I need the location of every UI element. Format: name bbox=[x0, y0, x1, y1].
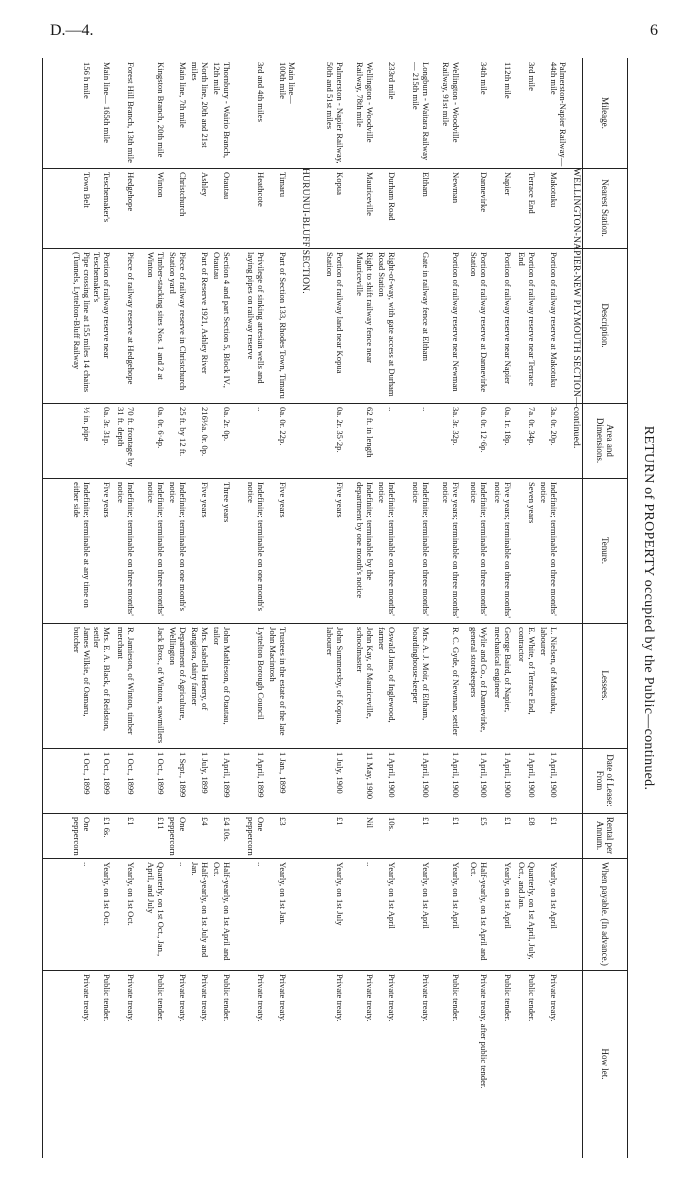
table-cell-tenure: Indefinite; terminable on three months' notice bbox=[146, 482, 166, 616]
table-cell-area: 70 ft. frontage by 31 ft. depth bbox=[116, 407, 136, 467]
table-cell-mileage: Wellington - Woodville Railway, 78th mile bbox=[355, 62, 375, 143]
table-cell-tenure: Indefinite; terminable on three months' notice bbox=[377, 482, 397, 616]
table-cell-area: 0a. 0r. 6·4p. bbox=[156, 407, 166, 449]
column-header-description: Description. bbox=[582, 248, 627, 403]
table-cell-lessee: John Mathieson, of Otautau, tailor bbox=[212, 627, 232, 725]
table-cell-lease-date: 1 April, 1900 bbox=[421, 752, 431, 798]
table-cell-tenure: Indefinite; terminable on one month's notice bbox=[168, 482, 188, 611]
table-cell-rental: £1 bbox=[421, 817, 431, 826]
table-cell-how-let: Private treaty, after public tender. bbox=[479, 974, 489, 1089]
table-cell-mileage: 100th mile bbox=[278, 62, 288, 99]
table-cell-lessee: Jack Bros., of Winton, sawmillers bbox=[156, 627, 166, 744]
table-cell-mileage: 112th mile bbox=[503, 62, 513, 99]
table-cell-mileage: Longburn - Waitara Railway— 215th mile bbox=[411, 62, 431, 161]
table-cell-how-let: Private treaty. bbox=[387, 974, 397, 1022]
property-table bbox=[42, 58, 628, 1158]
table-cell-mileage: 34th mile bbox=[479, 62, 489, 95]
table-cell-lessee: James Wilkie, of Oamaru, butcher bbox=[72, 627, 92, 717]
table-cell-mileage: Main line— 165th mile bbox=[102, 62, 112, 143]
table-cell-lease-date: 1 Oct., 1899 bbox=[156, 752, 166, 795]
table-cell-lessee: Mrs. E. A. Black, of Reidston, settler bbox=[92, 627, 112, 732]
table-cell-mileage: 156 h mile bbox=[82, 62, 92, 99]
table-cell-when-payable: .. bbox=[256, 862, 266, 867]
table-cell-nearest-station: Heathcote bbox=[256, 172, 266, 207]
table-cell-when-payable: Yearly, on 1st April bbox=[503, 862, 513, 929]
table-cell-rental: 10s. bbox=[387, 817, 397, 832]
table-cell-description: Portion of railway reserve at Makotuku bbox=[549, 252, 559, 388]
table-cell-area: .. bbox=[421, 407, 431, 412]
table-cell-area: 0a. 1r. 18p. bbox=[503, 407, 513, 446]
table-cell-how-let: Private treaty. bbox=[421, 974, 431, 1022]
section-group-label: Main line— bbox=[287, 62, 297, 104]
table-cell-nearest-station: Town Belt bbox=[82, 172, 92, 208]
table-cell-description: Section 4 and part Section 5, Block IV., Otautau bbox=[212, 252, 232, 388]
table-cell-rental: One peppercorn bbox=[246, 817, 266, 856]
table-cell-lease-date: 1 Sept., 1899 bbox=[178, 752, 188, 798]
table-cell-when-payable: Yearly, on 1st April bbox=[421, 862, 431, 929]
table-cell-tenure: Indefinite; terminable on three months' notice bbox=[539, 482, 559, 616]
table-cell-rental: One peppercorn bbox=[72, 817, 92, 856]
table-cell-lessee: Wylie and Co., of Dannevirke, general storekeepers bbox=[469, 627, 489, 733]
table-cell-how-let: Public tender. bbox=[527, 974, 537, 1022]
table-cell-lessee: Mrs. Isabella Henery, of Rangiora, dairy farmer bbox=[190, 627, 210, 711]
table-cell-lease-date: 1 April, 1900 bbox=[387, 752, 397, 798]
table-cell-description: Pipe crossing line at 155 miles 14 chains (Tunnels, Lyttelton-Bluff Railway bbox=[72, 252, 92, 393]
table-cell-when-payable: .. bbox=[178, 862, 188, 867]
document-reference: D.—4. bbox=[50, 22, 94, 39]
rotated-page-content bbox=[30, 58, 660, 1158]
table-cell-tenure: Indefinite; terminable by the department by one month's notice bbox=[355, 482, 375, 599]
table-cell-area: 3a. 0r. 20p. bbox=[549, 407, 559, 446]
table-cell-lessee: Lyttelton Borough Council bbox=[256, 627, 266, 720]
table-cell-tenure: Five years bbox=[102, 482, 112, 518]
table-cell-how-let: Private treaty. bbox=[278, 974, 288, 1022]
table-cell-lessee: Mrs. A. J. Moir, of Eltham, boardinghouse-keeper bbox=[411, 627, 431, 721]
table-cell-mileage: Palmerston - Napier Railway, 50th and 51st miles bbox=[325, 62, 345, 164]
column-rule bbox=[43, 813, 627, 814]
table-cell-when-payable: .. bbox=[82, 862, 92, 867]
section-heading: HURUNUI-BLUFF SECTION. bbox=[300, 168, 310, 294]
table-cell-mileage: Kingston Branch, 20th mile bbox=[156, 62, 166, 158]
table-cell-lessee: George Baird, of Napier, mechanical engineer bbox=[493, 627, 513, 713]
table-cell-how-let: Private treaty. bbox=[200, 974, 210, 1022]
table-cell-how-let: Private treaty. bbox=[335, 974, 345, 1022]
table-cell-lease-date: 1 April, 1900 bbox=[549, 752, 559, 798]
column-rule bbox=[43, 168, 627, 169]
table-cell-description: Right-of-way, with gate access at Durham Road Station bbox=[377, 252, 397, 397]
table-cell-when-payable: Yearly, on 1st Oct. bbox=[126, 862, 136, 926]
table-cell-tenure: Five years bbox=[200, 482, 210, 518]
table-cell-lessee: Trustees in the estate of the late John Macintosh bbox=[268, 627, 288, 736]
table-cell-area: 0a. 0r. 22p. bbox=[278, 407, 288, 446]
table-cell-lease-date: 1 April, 1900 bbox=[503, 752, 513, 798]
table-cell-when-payable: Quarterly, on 1st Oct., Jan., April, and July bbox=[146, 862, 166, 957]
table-cell-how-let: Public tender. bbox=[222, 974, 232, 1022]
column-header-when-payable: When payable. (In advance.) bbox=[582, 858, 627, 970]
table-cell-when-payable: Half-yearly, on 1st July and Jan. bbox=[190, 862, 210, 958]
table-cell-when-payable: Yearly, on 1st Oct. bbox=[102, 862, 112, 926]
table-cell-how-let: Private treaty. bbox=[365, 974, 375, 1022]
table-cell-tenure: Five years bbox=[335, 482, 345, 518]
column-header-lease-date: Date of Lease: From bbox=[582, 748, 627, 813]
table-cell-description: Portion of railway reserve near Napier bbox=[503, 252, 513, 384]
table-cell-area: 216½a. 0r. 0p. bbox=[200, 407, 210, 457]
table-cell-nearest-station: Dannevirke bbox=[479, 172, 489, 213]
table-cell-area: ½ in. pipe bbox=[82, 407, 92, 442]
table-cell-tenure: Seven years bbox=[527, 482, 537, 524]
table-cell-how-let: Private treaty. bbox=[82, 974, 92, 1022]
table-cell-rental: Nil bbox=[365, 817, 375, 828]
table-cell-nearest-station: Kopua bbox=[335, 172, 345, 195]
table-cell-nearest-station: Hedgehope bbox=[126, 172, 136, 212]
table-cell-area: .. bbox=[387, 407, 397, 412]
column-header-nearest-station: Nearest Station. bbox=[582, 168, 627, 248]
table-cell-mileage: Main line, 7th mile bbox=[178, 62, 188, 128]
table-cell-how-let: Public tender. bbox=[503, 974, 513, 1022]
table-cell-rental: £1 bbox=[503, 817, 513, 826]
table-cell-tenure: Three years bbox=[222, 482, 232, 523]
table-cell-mileage: Thornbury - Wairio Branch, 12th mile bbox=[212, 62, 232, 159]
table-cell-how-let: Public tender. bbox=[156, 974, 166, 1022]
table-cell-nearest-station: Ashley bbox=[200, 172, 210, 197]
table-cell-when-payable: Half-yearly, on 1st April and Oct. bbox=[469, 862, 489, 961]
table-cell-lessee: R. Jamieson, of Winton, timber merchant bbox=[116, 627, 136, 735]
table-cell-area: 25 ft. by 12 ft. bbox=[178, 407, 188, 457]
table-cell-area: 0a. 3r. 31p. bbox=[102, 407, 112, 446]
section-group-label: Palmerston-Napier Railway— bbox=[558, 62, 568, 167]
table-cell-area: 7a. 0r. 34p. bbox=[527, 407, 537, 446]
table-cell-description: Gate in railway fence at Eltham bbox=[421, 252, 431, 362]
table-cell-when-payable: Yearly, on 1st April bbox=[549, 862, 559, 929]
table-cell-area: 3a. 3r. 32p. bbox=[451, 407, 461, 446]
table-cell-lease-date: 1 Oct., 1899 bbox=[82, 752, 92, 795]
table-cell-description: Portion of railway reserve at Dannevirke Station bbox=[469, 252, 489, 393]
table-cell-lease-date: 11 May, 1900 bbox=[365, 752, 375, 800]
table-cell-nearest-station: Eltham bbox=[421, 172, 431, 197]
table-cell-lease-date: 1 April, 1900 bbox=[479, 752, 489, 798]
column-header-how-let: How let. bbox=[582, 970, 627, 1158]
table-cell-lease-date: 1 Oct., 1899 bbox=[126, 752, 136, 795]
column-header-mileage: Mileage. bbox=[582, 58, 627, 168]
column-rule bbox=[43, 858, 627, 859]
table-cell-nearest-station: Christchurch bbox=[178, 172, 188, 217]
table-cell-when-payable: Yearly, on 1st Jan. bbox=[278, 862, 288, 925]
table-cell-how-let: Public tender. bbox=[451, 974, 461, 1022]
table-cell-mileage: 3rd mile bbox=[527, 62, 537, 91]
table-cell-rental: £5 bbox=[479, 817, 489, 826]
table-cell-lessee: L. Nielsen, of Makotuku, labourer bbox=[539, 627, 559, 714]
column-rule bbox=[43, 970, 627, 971]
table-cell-nearest-station: Timaru bbox=[278, 172, 288, 197]
table-cell-when-payable: Half-yearly, on 1st April and Oct. bbox=[212, 862, 232, 961]
table-cell-how-let: Private treaty. bbox=[549, 974, 559, 1022]
table-cell-lease-date: 1 April, 1900 bbox=[451, 752, 461, 798]
table-cell-when-payable: Yearly, on 1st April bbox=[451, 862, 461, 929]
table-cell-tenure: Five years; terminable on three months' notice bbox=[493, 482, 513, 618]
table-cell-nearest-station: Mauriceville bbox=[365, 172, 375, 216]
table-cell-tenure: Indefinite; terminable at any time on either side bbox=[72, 482, 92, 608]
table-cell-area: 62 ft. in length bbox=[365, 407, 375, 458]
table-cell-lease-date: 1 April, 1900 bbox=[527, 752, 537, 798]
table-cell-lessee: John Summersby, of Kopua, labourer bbox=[325, 627, 345, 725]
table-cell-when-payable: Yearly, on 1st July bbox=[335, 862, 345, 926]
table-cell-nearest-station: Makotuku bbox=[549, 172, 559, 208]
column-rule bbox=[43, 623, 627, 624]
table-cell-mileage: Wellington - Woodville Railway, 91st mile bbox=[441, 62, 461, 143]
column-header-rental: Rental per Annum. bbox=[582, 813, 627, 858]
table-cell-how-let: Private treaty. bbox=[178, 974, 188, 1022]
table-cell-tenure: Indefinite; terminable on one month's notice bbox=[246, 482, 266, 611]
table-cell-tenure: Five years; terminable on three months' notice bbox=[441, 482, 461, 618]
table-cell-rental: £1 bbox=[335, 817, 345, 826]
table-cell-nearest-station: Newman bbox=[451, 172, 461, 204]
table-cell-when-payable: Yearly, on 1st April bbox=[387, 862, 397, 929]
section-heading: WELLINGTON-NAPIER-NEW PLYMOUTH SECTION—continued. bbox=[571, 168, 581, 449]
table-cell-description: Piece of railway reserve in Christchurch Station yard bbox=[168, 252, 188, 391]
column-rule bbox=[43, 403, 627, 404]
page-number: 6 bbox=[650, 22, 658, 39]
table-cell-nearest-station: Teschemaker's bbox=[102, 172, 112, 223]
column-header-area: Area and Dimensions. bbox=[582, 403, 627, 478]
table-cell-mileage: 44th mile bbox=[549, 62, 559, 95]
table-cell-lessee: E. White, of Terrace End, contractor bbox=[517, 627, 537, 715]
table-cell-lease-date: 1 Oct., 1899 bbox=[102, 752, 112, 795]
table-cell-nearest-station: Winton bbox=[156, 172, 166, 198]
table-cell-rental: £1 bbox=[126, 817, 136, 826]
table-cell-nearest-station: Napier bbox=[503, 172, 513, 196]
table-cell-rental: £4 10s. bbox=[222, 817, 232, 842]
table-cell-lease-date: 1 April, 1899 bbox=[222, 752, 232, 798]
table-cell-when-payable: .. bbox=[365, 862, 375, 867]
table-cell-description: Part of Reserve 1921, Ashley River bbox=[200, 252, 210, 374]
table-cell-rental: £1 6s. bbox=[102, 817, 112, 838]
table-cell-rental: £3 bbox=[278, 817, 288, 826]
table-cell-rental: £1 bbox=[549, 817, 559, 826]
table-cell-area: 0a. 0r. 12·6p. bbox=[479, 407, 489, 453]
table-cell-lessee: R. C. Gyde, of Newman, settler bbox=[451, 627, 461, 736]
table-cell-description: Privilege of sinking artesian wells and laying pipes on railway reserve bbox=[246, 252, 266, 384]
table-cell-mileage: North line, 20th and 21st miles bbox=[190, 62, 210, 148]
column-rule bbox=[43, 748, 627, 749]
column-header-tenure: Tenure. bbox=[582, 478, 627, 623]
table-cell-description: Right to shift railway fence near Mauriceville bbox=[355, 252, 375, 363]
table-cell-nearest-station: Durham Road bbox=[387, 172, 397, 221]
table-cell-description: Part of Section 133, Rhodes Town, Timaru bbox=[278, 252, 288, 399]
table-cell-rental: £4 bbox=[200, 817, 210, 826]
table-cell-rental: £8 bbox=[527, 817, 537, 826]
table-cell-how-let: Public tender. bbox=[102, 974, 112, 1022]
page-title: RETURN of PROPERTY occupied by the Public—continued. bbox=[641, 425, 656, 791]
table-cell-mileage: 3rd and 4th miles bbox=[256, 62, 266, 122]
table-cell-when-payable: Quarterly, on 1st April, July, Oct., and Jan. bbox=[517, 862, 537, 960]
table-cell-description: Portion of railway land near Kopua Station bbox=[325, 252, 345, 374]
table-cell-lessee: Department of Agriculture, Wellington bbox=[168, 627, 188, 721]
table-cell-tenure: Indefinite; terminable on three months' notice bbox=[469, 482, 489, 616]
table-cell-rental: One peppercorn bbox=[168, 817, 188, 856]
table-cell-mileage: Forest Hill Branch, 13th mile bbox=[126, 62, 136, 163]
table-cell-description: Piece of railway reserve at Hedgehope bbox=[126, 252, 136, 385]
table-cell-description: Portion of railway reserve near Newman bbox=[451, 252, 461, 392]
table-cell-how-let: Private treaty. bbox=[126, 974, 136, 1022]
table-cell-how-let: Private treaty. bbox=[256, 974, 266, 1022]
table-cell-nearest-station: Terrace End bbox=[527, 172, 537, 214]
table-cell-tenure: Five years bbox=[278, 482, 288, 518]
column-header-lessee: Lessees. bbox=[582, 623, 627, 748]
table-cell-mileage: 233rd mile bbox=[387, 62, 397, 100]
column-rule bbox=[43, 478, 627, 479]
column-rule bbox=[43, 248, 627, 249]
table-cell-area: 0a. 2r. 35·2p. bbox=[335, 407, 345, 453]
table-cell-rental: £1 bbox=[451, 817, 461, 826]
table-cell-area: 0a. 2r. 0p. bbox=[222, 407, 232, 442]
table-cell-tenure: Indefinite; terminable on three months' notice bbox=[411, 482, 431, 616]
table-cell-lease-date: 1 Jan., 1899 bbox=[278, 752, 288, 794]
table-cell-lease-date: 1 April, 1899 bbox=[256, 752, 266, 798]
table-cell-rental: £11 bbox=[156, 817, 166, 830]
table-cell-description: Portion of railway reserve near Terrace End bbox=[517, 252, 537, 387]
table-cell-area: .. bbox=[256, 407, 266, 412]
table-cell-tenure: Indefinite; terminable on three months' notice bbox=[116, 482, 136, 616]
table-cell-lessee: Oswald Jans, of Inglewood, farmer bbox=[377, 627, 397, 723]
table-cell-description: Timber-stacking sites Nos. 1 and 2 at Winton bbox=[146, 252, 166, 380]
table-cell-lease-date: 1 July, 1899 bbox=[200, 752, 210, 794]
table-cell-description: Portion of railway reserve near Teschemaker's bbox=[92, 252, 112, 359]
table-cell-lessee: John Kay, of Mauriceville, schoolmaster bbox=[355, 627, 375, 719]
table-cell-lease-date: 1 July, 1900 bbox=[335, 752, 345, 794]
table-cell-nearest-station: Otautau bbox=[222, 172, 232, 200]
